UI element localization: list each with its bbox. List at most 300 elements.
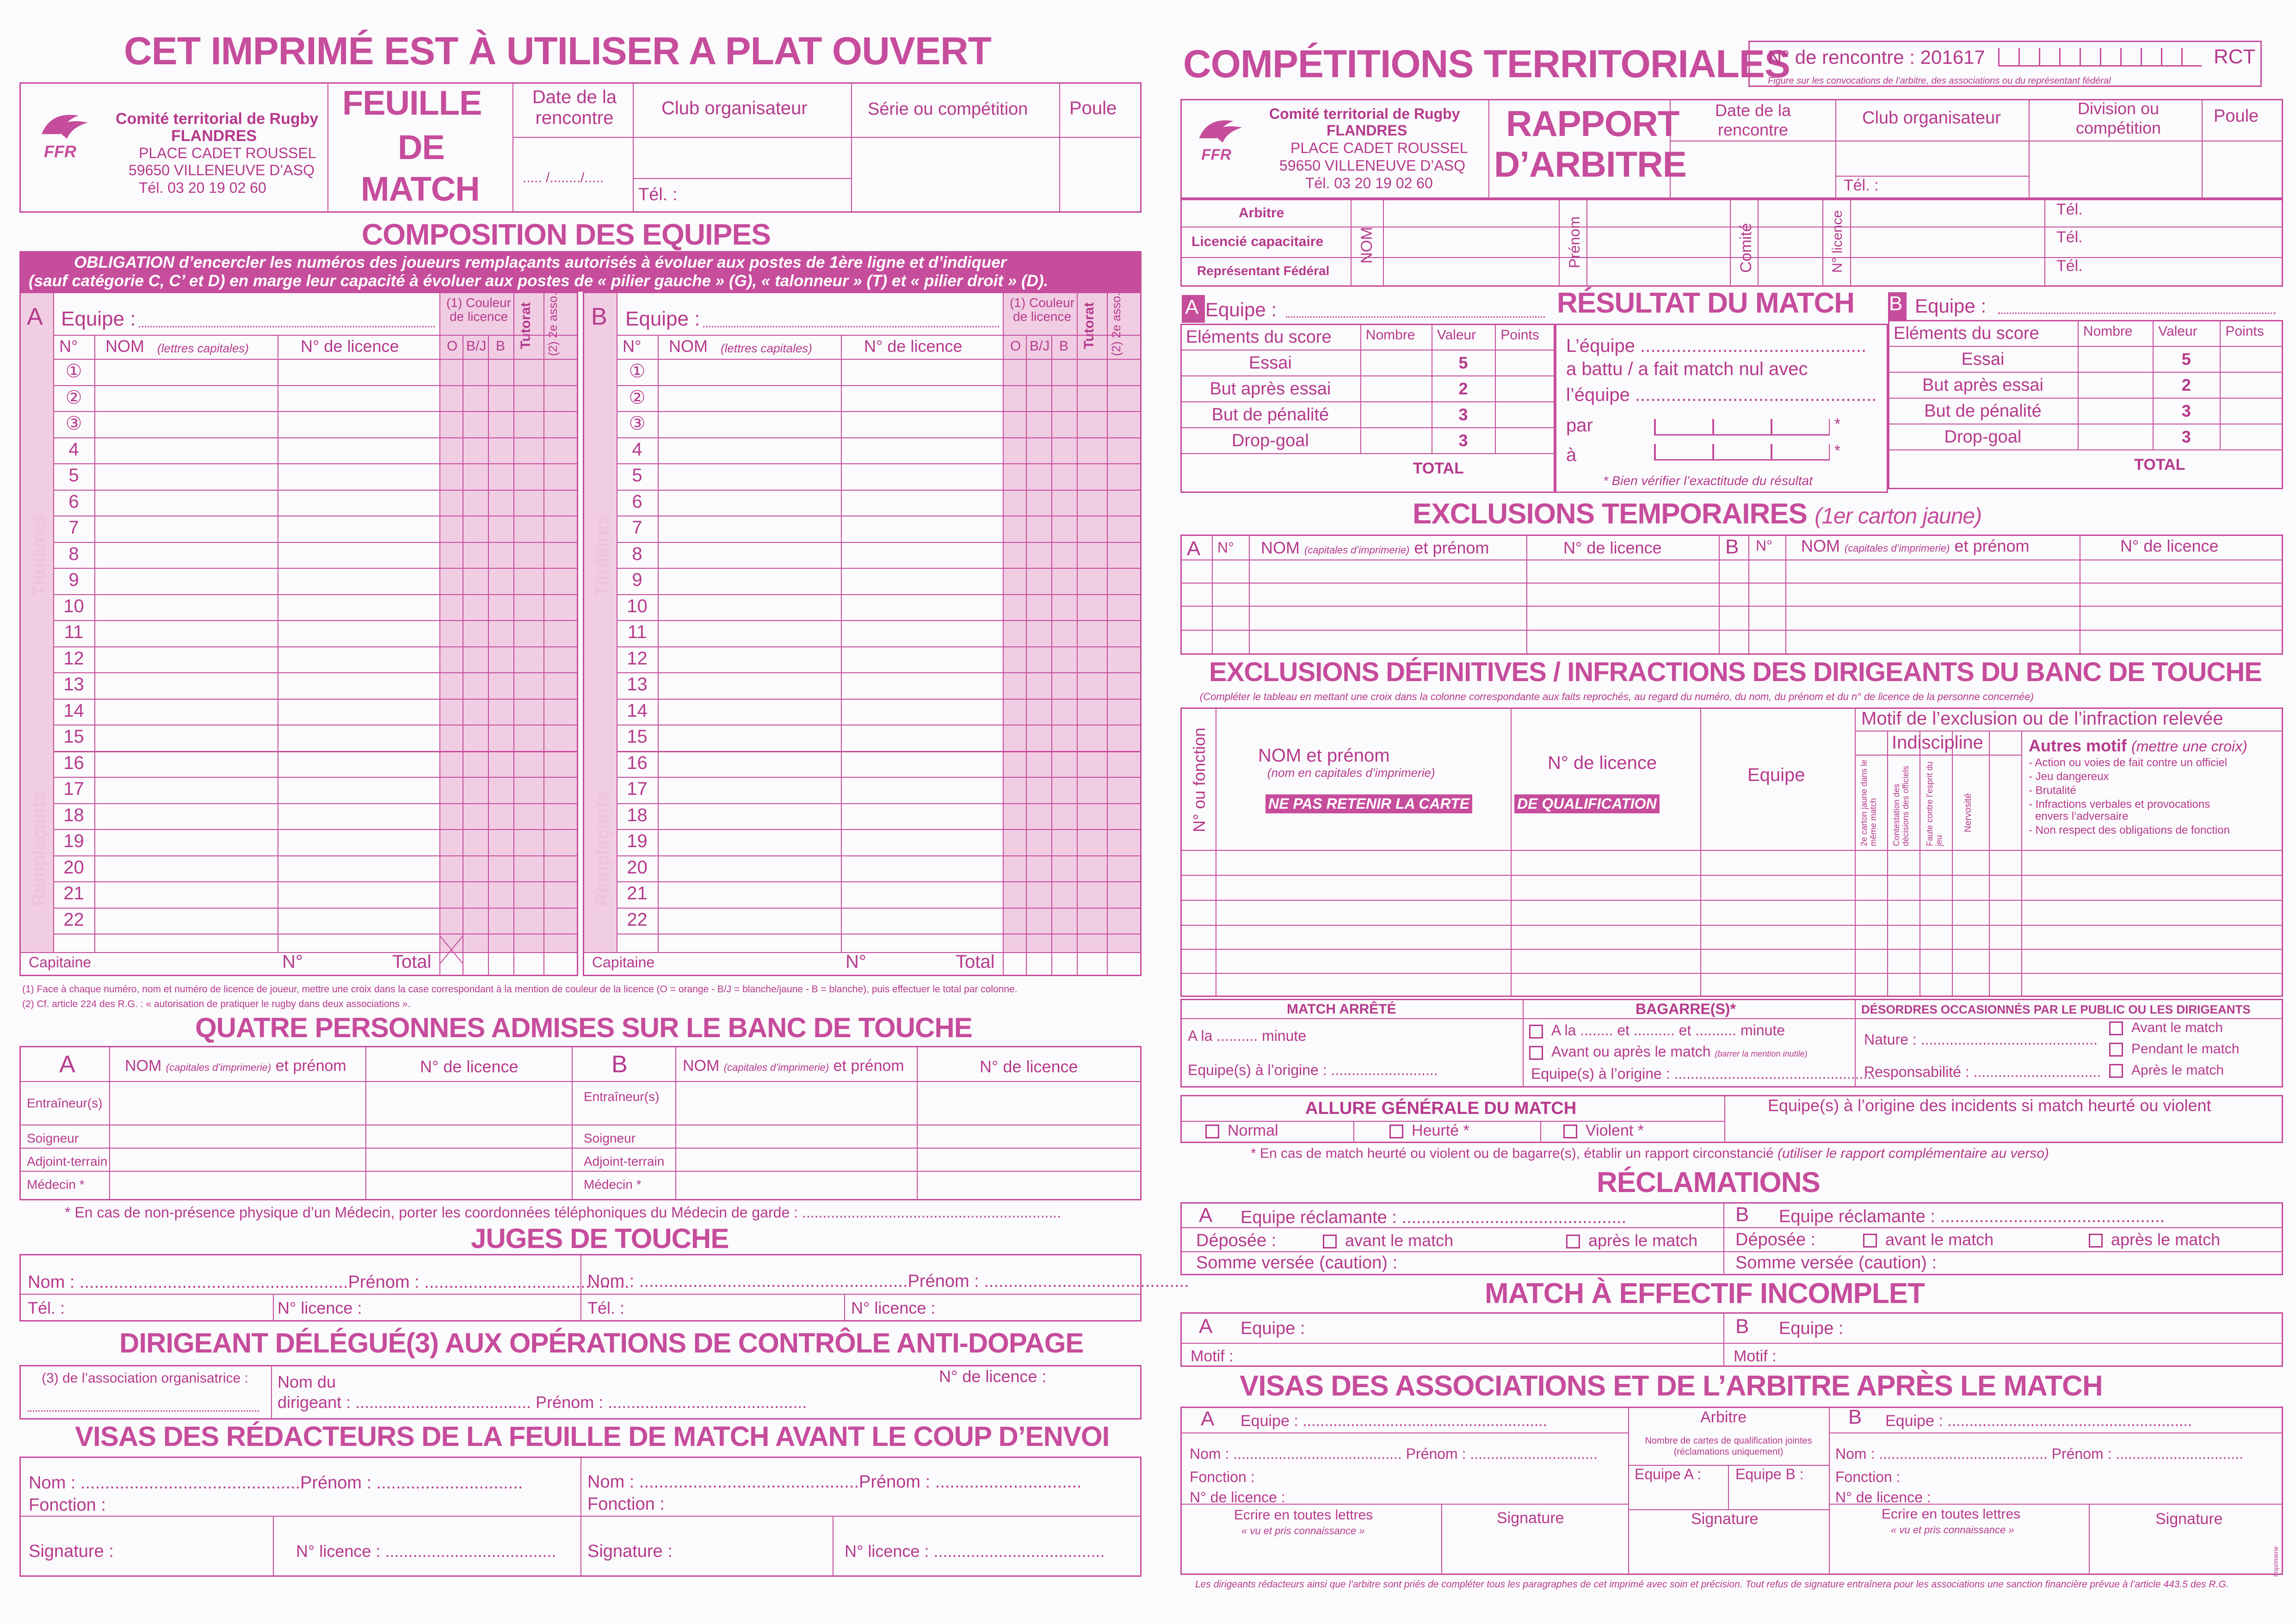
committee-address2: 59650 VILLENEUVE D’ASQ <box>129 162 315 178</box>
desordres-title: DÉSORDRES OCCASIONNÉS PAR LE PUBLIC OU LES DIRIGEANTS <box>1861 1002 2251 1016</box>
team-a-col-nom: NOM <box>105 337 144 356</box>
team-b-player-row[interactable] <box>658 829 1003 855</box>
def-col-faute: Faute contre l’esprit du jeu <box>1925 761 1944 846</box>
committee-address1: PLACE CADET ROUSSEL <box>139 145 316 161</box>
def-col-fonction: N° ou fonction <box>1190 727 1209 832</box>
team-a-player-row[interactable] <box>94 751 439 777</box>
team-a-col-asso: (2) 2e asso. <box>546 292 560 356</box>
team-a-row-number: 15 <box>63 726 84 747</box>
right-club-tel[interactable]: Tél. : <box>1844 177 1879 194</box>
team-a-player-row[interactable] <box>94 803 439 830</box>
def-indiscipline: Indiscipline <box>1892 732 1983 753</box>
result-a-total: TOTAL <box>1413 460 1464 477</box>
visa-arbitre-cartes: Nombre de cartes de qualification jointes (réclamations uniquement) <box>1645 1436 1812 1457</box>
recl-b-somme[interactable]: Somme versée (caution) : <box>1735 1253 1937 1273</box>
recl-b-deposee: Déposée : <box>1735 1230 1816 1249</box>
team-b-letter: B <box>591 303 607 330</box>
result-a-equipe[interactable]: Equipe : <box>1205 299 1277 320</box>
juges-title: JUGES DE TOUCHE <box>471 1223 729 1254</box>
team-a-row-number: 17 <box>63 779 84 799</box>
dopage-asso: (3) de l’association organisatrice : <box>42 1371 248 1386</box>
composition-notice-2: (sauf catégorie C, C’ et D) en marge leur capacité à évoluer aux postes de « pilier gauche » (G), « talonneur » (T) et « pilier droit » (D). <box>29 272 1049 290</box>
team-b-row-number: ③ <box>629 413 646 434</box>
def-col-contestation: Contestation des décisions des officiels <box>1892 766 1910 846</box>
result-a-row-label: Drop-goal <box>1231 431 1309 450</box>
juge-b-nom[interactable]: Nom : .......................................................Prénom : .......................................... <box>587 1272 1189 1291</box>
incomplet-b-motif[interactable]: Motif : <box>1734 1347 1777 1365</box>
temp-b-letter: B <box>1725 535 1739 558</box>
right-committee-address2: 59650 VILLENEUVE D’ASQ <box>1279 157 1465 174</box>
bench-a-role-entraineur: Entraîneur(s) <box>27 1096 103 1110</box>
recl-b-avant[interactable]: avant le match <box>1863 1230 1994 1249</box>
team-a-player-row[interactable] <box>94 881 439 908</box>
team-b-player-row[interactable] <box>658 385 1003 412</box>
temp-b-col-n: N° <box>1756 537 1772 554</box>
right-label-club: Club organisateur <box>1862 108 2001 128</box>
team-a-cap-num[interactable]: N° <box>282 952 303 972</box>
team-b-player-row[interactable] <box>658 699 1003 725</box>
visa-a-fonction[interactable]: Fonction : <box>29 1495 106 1515</box>
result-b-row-label: Drop-goal <box>1944 427 2022 447</box>
result-b-equipe[interactable]: Equipe : <box>1915 295 1987 317</box>
team-a-row-number: 12 <box>63 648 84 669</box>
team-b-player-row[interactable] <box>658 881 1003 908</box>
def-motif: Motif de l’exclusion ou de l’infraction relevée <box>1861 708 2223 729</box>
dopage-nom: Nom du <box>278 1372 336 1391</box>
desordres-apres[interactable]: Après le match <box>2109 1063 2224 1078</box>
bench-a-role-soigneur: Soigneur <box>27 1131 79 1145</box>
team-a-player-row[interactable] <box>94 646 439 673</box>
official-col-comite: Comité <box>1737 223 1755 273</box>
composition-title: COMPOSITION DES EQUIPES <box>362 218 771 251</box>
label-serie: Série ou compétition <box>868 99 1028 119</box>
dopage-licence[interactable]: N° de licence : <box>939 1367 1047 1386</box>
team-b-capitaine: Capitaine <box>592 954 655 971</box>
committee-region: FLANDRES <box>171 127 257 145</box>
arrete-origine[interactable]: Equipe(s) à l’origine : .......................... <box>1188 1062 1438 1078</box>
team-b-player-row[interactable] <box>658 777 1003 803</box>
svg-text:FFR: FFR <box>44 142 76 161</box>
recl-a-somme[interactable]: Somme versée (caution) : <box>1196 1253 1398 1273</box>
incomplet-b-equipe[interactable]: Equipe : <box>1779 1319 1844 1338</box>
result-a-letter: A <box>1185 296 1199 319</box>
visa-a-nom[interactable]: Nom : .............................................Prénom : .............................. <box>29 1473 523 1493</box>
visa-arbitre-label: Arbitre <box>1700 1408 1747 1426</box>
official-tel-1[interactable]: Tél. <box>2056 201 2083 218</box>
team-a-player-row[interactable] <box>94 411 439 437</box>
result-b-letter: B <box>1889 292 1903 315</box>
left-banner: CET IMPRIMÉ EST À UTILISER A PLAT OUVERT <box>124 29 991 73</box>
visa-b-nom[interactable]: Nom : .............................................Prénom : .............................. <box>587 1472 1082 1492</box>
team-b-row-number: 21 <box>627 883 648 904</box>
allure-normal[interactable]: Normal <box>1205 1122 1278 1140</box>
team-a-row-number: 16 <box>63 752 84 773</box>
bench-b-role-medecin: Médecin * <box>584 1177 642 1192</box>
recl-b-equipe[interactable]: Equipe réclamante : .............................................. <box>1779 1207 2165 1226</box>
team-a-row-number: 6 <box>68 491 79 512</box>
def-col-nervosite: Nervosité <box>1963 793 1973 832</box>
team-b-row-number: 16 <box>627 752 648 773</box>
label-date: Date de la rencontre <box>532 87 617 128</box>
team-b-player-row[interactable] <box>658 803 1003 830</box>
visa-apres-a-letter: A <box>1201 1408 1215 1430</box>
result-b-row-label: But après essai <box>1922 375 2043 395</box>
team-a-player-row[interactable] <box>94 490 439 516</box>
printer-mark: Imprimerie <box>2272 1546 2279 1577</box>
team-b-player-row[interactable] <box>658 568 1003 594</box>
visa-arbitre-signature[interactable]: Signature <box>1691 1510 1759 1528</box>
bagarre-avant-apres[interactable]: Avant ou après le match (barrer la mention inutile) <box>1529 1043 1807 1060</box>
team-b-player-row[interactable] <box>658 725 1003 751</box>
official-licencie: Licencié capacitaire <box>1191 234 1324 249</box>
team-a-row-number: 8 <box>68 543 79 564</box>
desordres-pendant[interactable]: Pendant le match <box>2109 1041 2239 1057</box>
result-a-row-valeur: 3 <box>1458 431 1468 450</box>
visa-apres-a-signature[interactable]: Signature <box>1497 1509 1564 1527</box>
def-autres-1: - Jeu dangereux <box>2029 770 2109 783</box>
team-a-row-number: 9 <box>68 570 79 590</box>
team-b-col-tutorat: Tutorat <box>1081 302 1097 349</box>
team-a-row-number: 19 <box>63 831 84 851</box>
team-a-col-nom-sub: (lettres capitales) <box>157 341 249 355</box>
recl-title: RÉCLAMATIONS <box>1597 1167 1820 1199</box>
bench-a-role-medecin: Médecin * <box>27 1177 85 1192</box>
arrete-title: MATCH ARRÊTÉ <box>1287 1002 1396 1017</box>
result-b-row-valeur: 5 <box>2181 350 2191 369</box>
bench-b-role-soigneur: Soigneur <box>584 1131 636 1145</box>
visa-apres-b-licence[interactable]: N° de licence : <box>1835 1489 1931 1506</box>
result-a-row-valeur: 2 <box>1458 379 1468 398</box>
label-club: Club organisateur <box>661 98 808 118</box>
team-a-col-lic: N° de licence <box>301 337 399 356</box>
def-col-carton: 2e carton jaune dans le même match <box>1859 759 1878 846</box>
visa-apres-b-letter: B <box>1848 1406 1862 1428</box>
team-b-player-row[interactable] <box>658 751 1003 777</box>
allure-note: * En cas de match heurté ou violent ou de bagarre(s), établir un rapport circonstancié (utiliser le rapport complémentaire au verso) <box>1251 1146 2049 1161</box>
recl-b-apres[interactable]: après le match <box>2089 1230 2220 1249</box>
visa-b-fonction[interactable]: Fonction : <box>587 1494 665 1514</box>
team-a-row-number: 10 <box>63 596 84 616</box>
desordres-nature[interactable]: Nature : ........................................... <box>1864 1031 2098 1048</box>
visa-apres-b-ecrire: Ecrire en toutes lettres <box>1882 1506 2021 1522</box>
recl-a-letter: A <box>1199 1204 1213 1227</box>
team-b-col-asso: (2) 2e asso. <box>1109 292 1123 356</box>
def-subtitle: (Compléter le tableau en mettant une croix dans la colonne correspondante aux faits reprochés, au regard du numéro, du nom, du prénom et du n° de licence de la personne concernée) <box>1200 691 2034 702</box>
footer-note: Les dirigeants rédacteurs ainsi que l’arbitre sont priés de compléter tous les paragraphes de cet imprimé avec soin et précision. Tout refus de signature entraînera pour les associations une sanction financière prévue à l’article 443.5 des R.G. <box>1195 1579 2229 1590</box>
right-committee-address1: PLACE CADET ROUSSEL <box>1290 140 1468 156</box>
team-a-player-row[interactable] <box>94 359 439 385</box>
dopage-dirigeant[interactable]: dirigeant : ...................................... Prénom : ........................................... <box>278 1393 807 1412</box>
team-a-player-row[interactable] <box>94 516 439 542</box>
visa-apres-b-equipe[interactable]: Equipe : ........................................................ <box>1885 1412 2192 1430</box>
right-label-date: Date de la rencontre <box>1715 101 1791 139</box>
bench-a-col-nom: NOM (capitales d’imprimerie) et prénom <box>125 1057 346 1075</box>
visa-arbitre-eqb[interactable]: Equipe B : <box>1735 1466 1804 1482</box>
team-a-row-number: 21 <box>63 883 84 904</box>
svg-text:FFR: FFR <box>1201 146 1232 164</box>
team-b-row-number: 20 <box>627 857 648 878</box>
team-b-player-row[interactable] <box>658 542 1003 568</box>
temp-a-col-lic: N° de licence <box>1563 538 1662 557</box>
visas-apres-table <box>1180 1407 2283 1575</box>
team-b-col-n: N° <box>623 337 642 356</box>
bagarre-minute[interactable]: A la ........ et .......... et .......... minute <box>1529 1022 1785 1039</box>
allure-title: ALLURE GÉNÉRALE DU MATCH <box>1305 1099 1577 1118</box>
allure-heurte[interactable]: Heurté * <box>1389 1122 1469 1140</box>
team-b-cap-num[interactable]: N° <box>846 952 866 972</box>
team-a-player-row[interactable] <box>94 777 439 803</box>
incomplet-a-motif[interactable]: Motif : <box>1191 1347 1234 1365</box>
recl-b-letter: B <box>1735 1203 1749 1226</box>
visa-a-signature[interactable]: Signature : <box>29 1542 114 1561</box>
official-col-nom: NOM <box>1358 227 1376 264</box>
team-a-player-row[interactable] <box>94 437 439 464</box>
team-a-player-row[interactable] <box>94 542 439 568</box>
result-a-row-valeur: 5 <box>1458 353 1468 372</box>
team-a-col-o: O <box>447 338 458 354</box>
def-col-nom-sub: (nom en capitales d’imprimerie) <box>1267 766 1435 780</box>
bagarre-origine[interactable]: Equipe(s) à l’origine : ................................................. <box>1531 1065 1876 1082</box>
desordres-avant[interactable]: Avant le match <box>2109 1020 2223 1036</box>
team-a-player-row[interactable] <box>94 463 439 490</box>
juge-a-nom[interactable]: Nom : .......................................................Prénom : .......................................... <box>28 1273 630 1292</box>
juge-b-tel[interactable]: Tél. : <box>587 1298 625 1317</box>
team-b-player-row[interactable] <box>658 855 1003 882</box>
team-a-row-number: 20 <box>63 857 84 878</box>
team-a-player-row[interactable] <box>94 620 439 646</box>
team-b-titulaires: Titulaires <box>592 514 612 596</box>
team-b-row-number: 12 <box>627 648 648 669</box>
visa-apres-a-ecrire: Ecrire en toutes lettres <box>1234 1507 1373 1523</box>
visa-apres-b-fonction[interactable]: Fonction : <box>1835 1469 1901 1485</box>
result-a-col-points: Points <box>1500 327 1539 343</box>
bench-b-role-entraineur: Entraîneur(s) <box>584 1089 660 1104</box>
bench-a-col-lic: N° de licence <box>420 1057 518 1076</box>
team-b-row-number: 17 <box>627 779 648 799</box>
team-b-total[interactable]: Total <box>956 952 995 972</box>
team-a-col-bj: B/J <box>466 338 487 354</box>
team-b-col-nom: NOM <box>669 337 708 356</box>
team-b-player-row[interactable] <box>658 908 1003 934</box>
team-a-col-tutorat: Tutorat <box>518 302 533 349</box>
visa-b-signature[interactable]: Signature : <box>587 1542 673 1561</box>
composition-footnote-1: (1) Face à chaque numéro, nom et numéro de licence de joueur, mettre une croix dans la case correspondant à la mention de couleur de la licence (O = orange - B/J = blanche/jaune - B = blanche), puis effectuer le total par colonne. <box>22 984 1018 995</box>
team-b-player-row[interactable] <box>658 672 1003 699</box>
result-b-total: TOTAL <box>2134 456 2185 473</box>
club-tel[interactable]: Tél. : <box>638 185 678 204</box>
team-b-player-row[interactable] <box>658 594 1003 621</box>
bench-a-letter: A <box>59 1051 75 1078</box>
team-a-row-number: 14 <box>63 700 84 721</box>
team-a-row-number: 18 <box>63 805 84 825</box>
result-b-row-valeur: 3 <box>2181 401 2191 420</box>
official-tel-2[interactable]: Tél. <box>2056 228 2083 246</box>
team-a-player-row[interactable] <box>94 725 439 751</box>
team-a-equipe[interactable]: Equipe : <box>61 307 136 330</box>
team-a-total[interactable]: Total <box>392 952 432 972</box>
visa-apres-a-vu: « vu et pris connaissance » <box>1241 1525 1365 1537</box>
temp-title: EXCLUSIONS TEMPORAIRES (1er carton jaune) <box>1413 498 1982 530</box>
incomplet-table <box>1180 1312 2283 1367</box>
officials-table <box>1180 199 2283 287</box>
rencontre-rct: RCT <box>2214 45 2256 68</box>
incomplet-a-equipe[interactable]: Equipe : <box>1241 1319 1305 1338</box>
result-a-row-valeur: 3 <box>1458 405 1468 424</box>
composition-notice-1: OBLIGATION d’encercler les numéros des joueurs remplaçants autorisés à évoluer aux postes de 1ère ligne et d’indiquer <box>74 253 1007 271</box>
juge-a-licence[interactable]: N° licence : <box>278 1298 362 1317</box>
desordres-resp[interactable]: Responsabilité : ............................... <box>1864 1064 2101 1080</box>
result-title: RÉSULTAT DU MATCH <box>1557 287 1855 319</box>
def-col-nom: NOM et prénom <box>1258 745 1390 766</box>
bench-b-col-lic: N° de licence <box>980 1057 1078 1076</box>
result-note: * Bien vérifier l’exactitude du résultat <box>1603 473 1813 488</box>
rapport-title-1: RAPPORT <box>1506 103 1679 144</box>
arrete-minute[interactable]: A la .......... minute <box>1188 1027 1307 1044</box>
allure-violent[interactable]: Violent * <box>1563 1122 1644 1140</box>
team-a-player-row[interactable] <box>94 385 439 412</box>
visas-avant-title: VISAS DES RÉDACTEURS DE LA FEUILLE DE MATCH AVANT LE COUP D’ENVOI <box>75 1421 1110 1452</box>
temp-b-col-nom: NOM (capitales d’imprimerie) et prénom <box>1801 536 2030 555</box>
def-autres-2: - Brutalité <box>2029 784 2076 797</box>
team-a-player-row[interactable] <box>94 908 439 934</box>
rapport-title-2: D’ARBITRE <box>1494 144 1686 184</box>
def-autres-0: - Action ou voies de fait contre un officiel <box>2029 756 2228 769</box>
team-a-row-number: 13 <box>63 674 84 695</box>
team-a-row-number: 5 <box>68 465 79 486</box>
team-b-row-number: 22 <box>627 909 648 930</box>
team-b-player-row[interactable] <box>658 490 1003 516</box>
result-mid-a: à <box>1566 445 1577 465</box>
team-b-col-o: O <box>1010 338 1021 354</box>
rencontre-digit-boxes[interactable] <box>1998 48 2202 67</box>
right-banner: COMPÉTITIONS TERRITORIALES <box>1183 42 1790 86</box>
team-a-player-row[interactable] <box>94 699 439 725</box>
right-committee-region: FLANDRES <box>1327 122 1407 139</box>
official-col-prenom: Prénom <box>1566 216 1583 268</box>
visa-apres-b-nom[interactable]: Nom : ......................................... Prénom : ............................... <box>1835 1445 2243 1462</box>
juge-a-tel[interactable]: Tél. : <box>28 1298 65 1317</box>
result-a-col-valeur: Valeur <box>1437 327 1476 343</box>
official-arbitre: Arbitre <box>1239 205 1284 221</box>
team-b-player-row[interactable] <box>658 646 1003 673</box>
team-b-row-number: 11 <box>627 622 647 642</box>
visa-apres-a-equipe[interactable]: Equipe : ........................................................ <box>1241 1412 1548 1430</box>
official-tel-3[interactable]: Tél. <box>2056 257 2083 275</box>
team-b-col-nom-sub: (lettres capitales) <box>721 341 812 355</box>
recl-a-equipe[interactable]: Equipe réclamante : .............................................. <box>1241 1208 1627 1227</box>
rencontre-number[interactable]: N° de rencontre : 201617 <box>1768 46 1985 68</box>
result-a-row-label: But après essai <box>1210 379 1331 399</box>
def-autres-5: - Non respect des obligations de fonction <box>2029 824 2230 836</box>
visa-arbitre-eqa[interactable]: Equipe A : <box>1635 1466 1702 1482</box>
bench-a-role-adjoint: Adjoint-terrain <box>27 1154 108 1168</box>
team-b-player-row[interactable] <box>658 620 1003 646</box>
bench-title: QUATRE PERSONNES ADMISES SUR LE BANC DE TOUCHE <box>195 1012 972 1043</box>
incomplet-b-letter: B <box>1735 1315 1749 1338</box>
team-b-player-row[interactable] <box>658 463 1003 490</box>
result-mid-0[interactable]: L’équipe ............................................ <box>1566 336 1867 356</box>
team-b-player-row[interactable] <box>658 516 1003 542</box>
team-a-titulaires: Titulaires <box>29 514 49 596</box>
team-a-row-number: ② <box>65 387 82 408</box>
incomplet-title: MATCH À EFFECTIF INCOMPLET <box>1485 1278 1925 1309</box>
score-star-2: * <box>1834 442 1841 460</box>
def-autres-4: envers l’adversaire <box>2035 810 2129 823</box>
rencontre-note: Figure sur les convocations de l’arbitre, des associations ou du représentant fédéral <box>1768 76 2111 86</box>
incomplet-a-letter: A <box>1199 1315 1213 1338</box>
team-a-row-number: ① <box>65 361 82 381</box>
def-autres: Autres motif (mettre une croix) <box>2029 736 2247 755</box>
score-par-boxes[interactable] <box>1654 419 1830 436</box>
score-star-1: * <box>1834 415 1841 433</box>
team-b-row-number: 5 <box>632 465 642 486</box>
recl-a-avant[interactable]: avant le match <box>1323 1231 1453 1250</box>
date-field[interactable]: ..... /......../..... <box>523 170 604 185</box>
result-b-row-label: Essai <box>1961 350 2005 369</box>
team-a-player-row[interactable] <box>94 855 439 882</box>
right-committee-phone: Tél. 03 20 19 02 60 <box>1305 175 1433 191</box>
team-b-row-number: 8 <box>632 543 642 564</box>
team-b-col-b: B <box>1059 338 1069 354</box>
team-a-player-row[interactable] <box>94 829 439 855</box>
team-b-row-number: 9 <box>632 570 642 590</box>
team-a-row-number: 22 <box>63 909 84 930</box>
juge-b-licence[interactable]: N° licence : <box>851 1298 936 1317</box>
allure-origine[interactable]: Equipe(s) à l’origine des incidents si match heurté ou violent <box>1768 1096 2211 1115</box>
visa-apres-a-licence[interactable]: N° de licence : <box>1190 1489 1285 1506</box>
team-b-player-row[interactable] <box>658 411 1003 437</box>
team-b-player-row[interactable] <box>658 359 1003 385</box>
def-title: EXCLUSIONS DÉFINITIVES / INFRACTIONS DES DIRIGEANTS DU BANC DE TOUCHE <box>1209 657 2262 687</box>
form-title-line1: FEUILLE <box>342 84 482 122</box>
team-a-player-row[interactable] <box>94 594 439 621</box>
recl-a-apres[interactable]: après le match <box>1566 1231 1697 1250</box>
visa-a-licence[interactable]: N° licence : ..................................... <box>296 1542 556 1561</box>
visa-apres-b-signature[interactable]: Signature <box>2155 1510 2223 1528</box>
team-b-equipe[interactable]: Equipe : <box>625 307 700 330</box>
temp-a-col-n: N° <box>1217 539 1234 556</box>
team-b-col-lic: N° de licence <box>864 337 963 356</box>
visa-apres-a-fonction[interactable]: Fonction : <box>1190 1469 1255 1485</box>
official-representant: Représentant Fédéral <box>1197 264 1330 278</box>
score-a-boxes[interactable] <box>1654 444 1830 461</box>
bench-medecin-note: * En cas de non-présence physique d’un Médecin, porter les coordonnées téléphoniques du Médecin de garde : ............................................................... <box>65 1204 1062 1221</box>
visa-b-licence[interactable]: N° licence : ..................................... <box>845 1542 1105 1561</box>
result-b-col-points: Points <box>2225 324 2264 339</box>
committee-phone: Tél. 03 20 19 02 60 <box>139 179 266 196</box>
form-title-line2: DE <box>398 128 444 166</box>
result-b-col-nombre: Nombre <box>2083 324 2133 339</box>
team-b-row-number: 10 <box>627 596 648 616</box>
team-b-row-number: 15 <box>627 726 648 747</box>
bench-b-col-nom: NOM (capitales d’imprimerie) et prénom <box>683 1057 904 1075</box>
result-mid-2[interactable]: l’équipe ............................................... <box>1566 385 1877 405</box>
team-b-row-number: 7 <box>632 517 642 538</box>
team-a-player-row[interactable] <box>94 568 439 594</box>
team-a-player-row[interactable] <box>94 672 439 699</box>
visas-apres-title: VISAS DES ASSOCIATIONS ET DE L’ARBITRE APRÈS LE MATCH <box>1240 1370 2103 1402</box>
official-col-licence: N° licence <box>1830 210 1845 273</box>
visa-apres-a-nom[interactable]: Nom : ......................................... Prénom : ............................... <box>1190 1445 1598 1462</box>
result-a-col-elem: Eléments du score <box>1186 327 1332 347</box>
result-b-row-label: But de pénalité <box>1924 401 2042 421</box>
team-b-player-row[interactable] <box>658 437 1003 464</box>
team-b-row-number: 4 <box>632 439 642 460</box>
result-b-row-valeur: 2 <box>2181 375 2191 394</box>
result-a-row-label: Essai <box>1248 353 1292 373</box>
bench-b-letter: B <box>611 1051 628 1078</box>
result-b-col-valeur: Valeur <box>2158 324 2197 339</box>
